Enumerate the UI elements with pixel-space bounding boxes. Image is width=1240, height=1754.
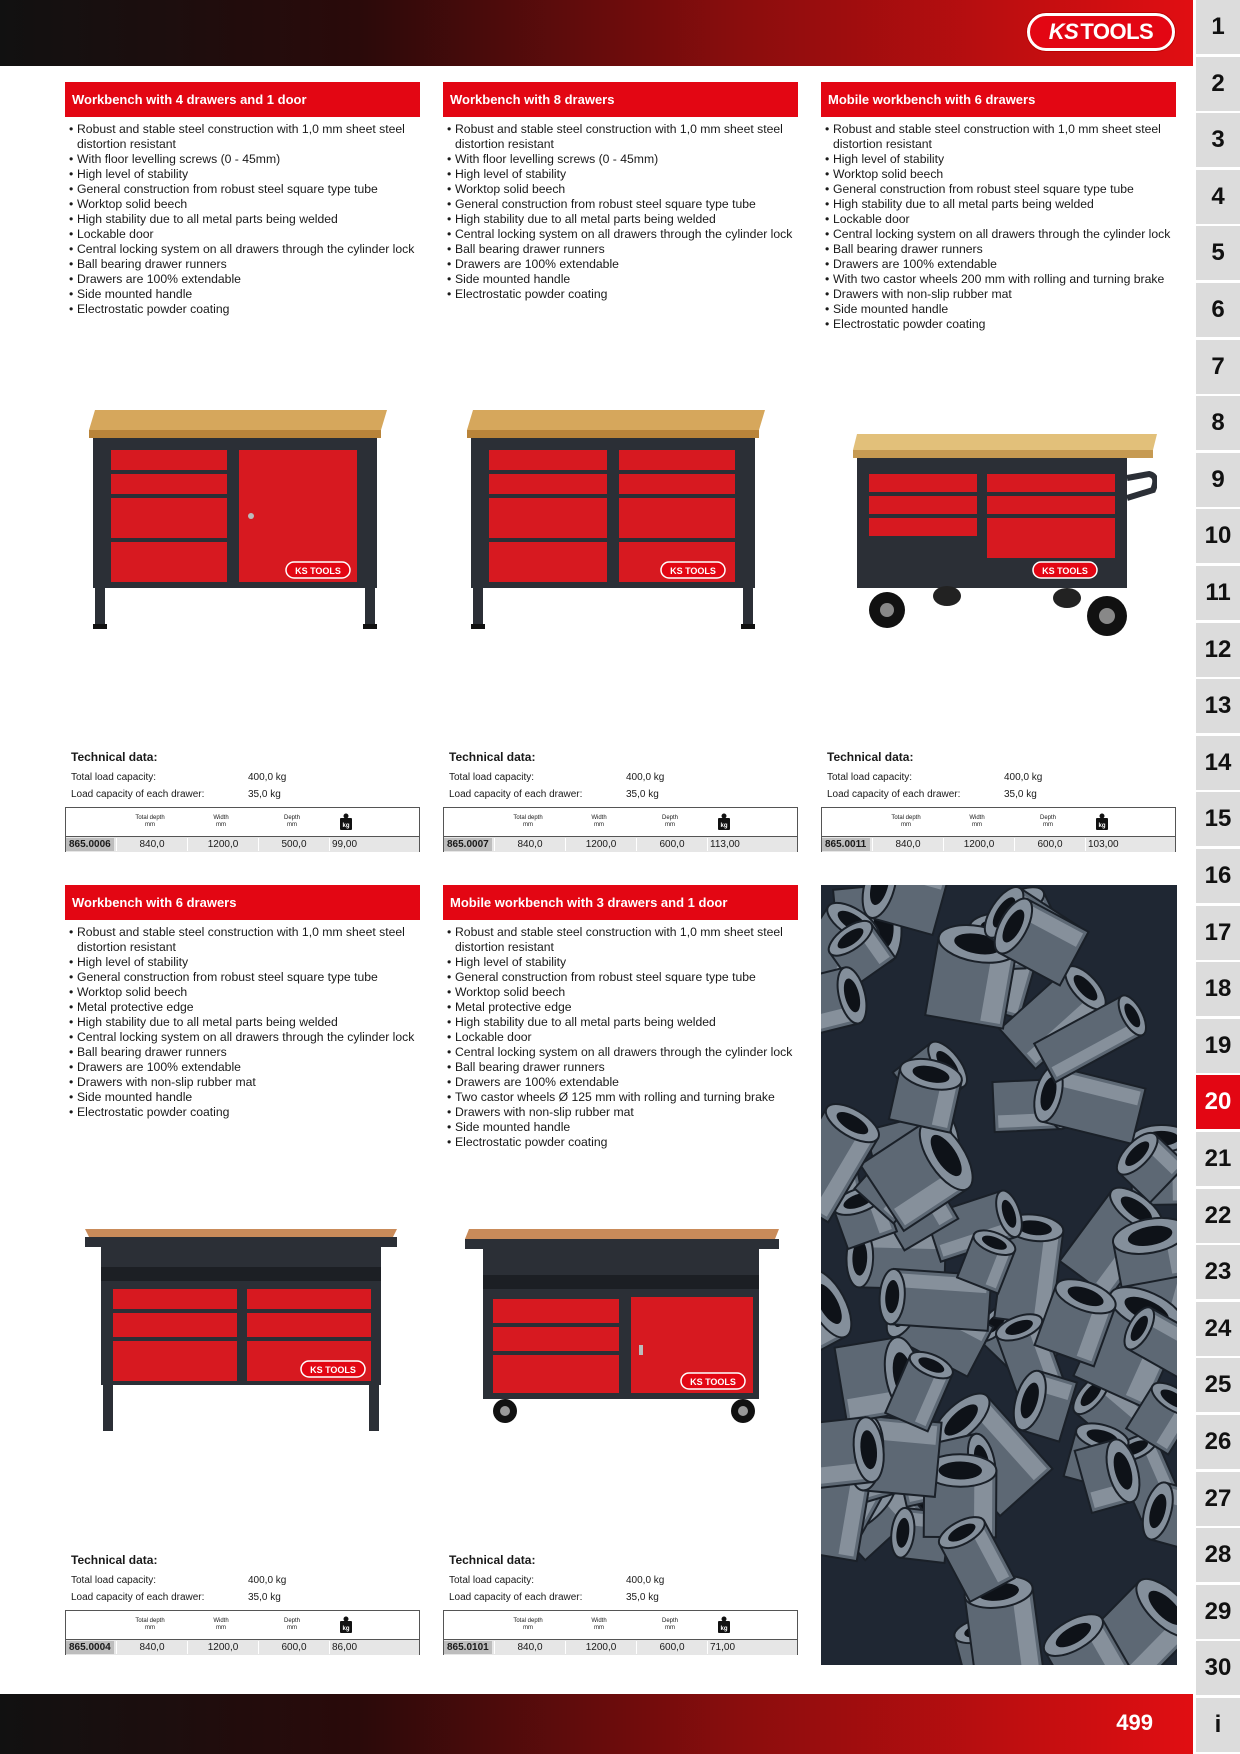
feature-item: • High level of stability [69, 955, 420, 970]
technical-data [449, 1553, 794, 1606]
chapter-tab-17[interactable]: 17 [1196, 906, 1240, 960]
table-row [66, 837, 419, 852]
chapter-tab-18[interactable]: 18 [1196, 962, 1240, 1016]
spec-table [65, 807, 420, 852]
total-depth-value: 840,0 [494, 838, 565, 851]
chapter-tab-9[interactable]: 9 [1196, 453, 1240, 507]
feature-item: • High level of stability [825, 152, 1176, 167]
feature-item: • Side mounted handle [69, 287, 420, 302]
feature-item: • Ball bearing drawer runners [69, 257, 420, 272]
feature-item: • Robust and stable steel construction with 1,0 mm sheet steel distortion resistant [825, 122, 1176, 152]
chapter-tabs [1196, 0, 1240, 1754]
feature-item: • General construction from robust steel square type tube [447, 970, 798, 985]
table-row [66, 1640, 419, 1655]
weight-icon [1095, 813, 1109, 831]
chapter-tab-6[interactable]: 6 [1196, 283, 1240, 337]
feature-item: • Drawers are 100% extendable [447, 1075, 798, 1090]
drawer-load-value: 35,0 kg [248, 789, 281, 800]
feature-item: • High level of stability [447, 955, 798, 970]
total-depth-value: 840,0 [116, 838, 187, 851]
weight-icon [339, 1616, 353, 1634]
feature-item: • Side mounted handle [447, 272, 798, 287]
chapter-tab-7[interactable]: 7 [1196, 340, 1240, 394]
feature-item: • General construction from robust steel square type tube [825, 182, 1176, 197]
table-row [822, 837, 1175, 852]
product-title: Workbench with 4 drawers and 1 door [65, 82, 420, 117]
workbench-image [459, 1205, 779, 1445]
feature-item: • High level of stability [447, 167, 798, 182]
feature-item: • High stability due to all metal parts being welded [69, 212, 420, 227]
chapter-tab-28[interactable]: 28 [1196, 1528, 1240, 1582]
feature-item: • Ball bearing drawer runners [69, 1045, 420, 1060]
feature-item: • Side mounted handle [825, 302, 1176, 317]
spec-table-header [66, 1611, 419, 1640]
product-title: Workbench with 6 drawers [65, 885, 420, 920]
product-card [65, 885, 420, 1671]
feature-item: • High stability due to all metal parts being welded [447, 212, 798, 227]
product-card [821, 82, 1176, 868]
chapter-tab-15[interactable]: 15 [1196, 792, 1240, 846]
table-row [444, 837, 797, 852]
technical-data-title: Technical data: [449, 1553, 536, 1567]
feature-item: • Central locking system on all drawers through the cylinder lock [69, 1030, 420, 1045]
feature-item: • General construction from robust steel square type tube [447, 197, 798, 212]
chapter-tab-5[interactable]: 5 [1196, 226, 1240, 280]
weight-icon [717, 813, 731, 831]
chapter-tab-25[interactable]: 25 [1196, 1358, 1240, 1412]
feature-item: • Drawers with non-slip rubber mat [69, 1075, 420, 1090]
header-total-depth: Total depth mm [135, 815, 165, 828]
weight-value: 113,00 [707, 838, 747, 851]
feature-item: • Side mounted handle [447, 1120, 798, 1135]
spec-table-header [444, 1611, 797, 1640]
feature-item: • Worktop solid beech [69, 197, 420, 212]
drawer-load-label: Load capacity of each drawer: [71, 789, 205, 800]
chapter-tab-16[interactable]: 16 [1196, 849, 1240, 903]
header-total-depth: Total depth mm [513, 1618, 543, 1631]
product-card [443, 885, 798, 1671]
feature-item: • High level of stability [69, 167, 420, 182]
workbench-image [81, 402, 401, 642]
feature-item: • General construction from robust steel square type tube [69, 970, 420, 985]
header-depth: Depth mm [283, 1618, 300, 1631]
svg-text:KS TOOLS: KS TOOLS [310, 1365, 356, 1375]
total-depth-value: 840,0 [872, 838, 943, 851]
depth-value: 600,0 [636, 1641, 707, 1654]
feature-item: • Ball bearing drawer runners [447, 242, 798, 257]
sockets-photo [821, 885, 1177, 1665]
chapter-tab-23[interactable]: 23 [1196, 1245, 1240, 1299]
drawer-load-value: 35,0 kg [626, 789, 659, 800]
technical-data-title: Technical data: [71, 1553, 158, 1567]
chapter-tab-26[interactable]: 26 [1196, 1415, 1240, 1469]
chapter-tab-19[interactable]: 19 [1196, 1019, 1240, 1073]
drawer-load-value: 35,0 kg [626, 1592, 659, 1603]
chapter-tab-2[interactable]: 2 [1196, 57, 1240, 111]
feature-list [65, 925, 420, 1120]
spec-table-header [444, 808, 797, 837]
header-width: Width mm [591, 1618, 607, 1631]
feature-item: • Electrostatic powder coating [447, 1135, 798, 1150]
header-width: Width mm [969, 815, 985, 828]
feature-item: • Central locking system on all drawers through the cylinder lock [69, 242, 420, 257]
weight-icon [717, 1616, 731, 1634]
width-value: 1200,0 [187, 838, 258, 851]
svg-text:KS TOOLS: KS TOOLS [295, 566, 341, 576]
weight-value: 86,00 [329, 1641, 369, 1654]
chapter-tab-10[interactable]: 10 [1196, 509, 1240, 563]
chapter-tab-12[interactable]: 12 [1196, 623, 1240, 677]
weight-value: 71,00 [707, 1641, 747, 1654]
svg-text:kg: kg [720, 1626, 728, 1632]
article-number[interactable]: 865.0011 [822, 838, 870, 851]
technical-data [449, 750, 794, 803]
feature-item: • With floor levelling screws (0 - 45mm) [447, 152, 798, 167]
chapter-tab-20[interactable]: 20 [1196, 1075, 1240, 1129]
technical-data [71, 750, 416, 803]
total-load-value: 400,0 kg [626, 1575, 665, 1586]
table-row [444, 1640, 797, 1655]
header-depth: Depth mm [661, 815, 678, 828]
feature-item: • Two castor wheels Ø 125 mm with rolling and turning brake [447, 1090, 798, 1105]
spec-table-header [822, 808, 1175, 837]
chapter-tab-24[interactable]: 24 [1196, 1302, 1240, 1356]
feature-item: • Robust and stable steel construction with 1,0 mm sheet steel distortion resistant [69, 925, 420, 955]
logo-tools: TOOLS [1080, 19, 1154, 44]
feature-item: • Electrostatic powder coating [447, 287, 798, 302]
footer-bar [0, 1694, 1193, 1754]
feature-item: • With two castor wheels 200 mm with rolling and turning brake [825, 272, 1176, 287]
logo-ks: KS [1048, 19, 1079, 44]
spec-table [443, 1610, 798, 1655]
ks-tools-logo [1027, 13, 1175, 51]
feature-item: • Drawers are 100% extendable [69, 272, 420, 287]
header-total-depth: Total depth mm [891, 815, 921, 828]
feature-item: • Electrostatic powder coating [69, 302, 420, 317]
workbench-image [81, 1205, 401, 1445]
feature-item: • Worktop solid beech [447, 182, 798, 197]
chapter-tab-14[interactable]: 14 [1196, 736, 1240, 790]
feature-item: • Lockable door [69, 227, 420, 242]
svg-text:KS TOOLS: KS TOOLS [1042, 566, 1088, 576]
total-load-label: Total load capacity: [449, 1575, 535, 1586]
depth-value: 600,0 [1014, 838, 1085, 851]
spec-table-header [66, 808, 419, 837]
feature-item: • Drawers are 100% extendable [447, 257, 798, 272]
chapter-tab-8[interactable]: 8 [1196, 396, 1240, 450]
total-load-label: Total load capacity: [71, 772, 157, 783]
feature-item: • Metal protective edge [447, 1000, 798, 1015]
feature-item: • Robust and stable steel construction with 1,0 mm sheet steel distortion resistant [447, 925, 798, 955]
feature-item: • High stability due to all metal parts being welded [447, 1015, 798, 1030]
feature-list [65, 122, 420, 317]
feature-item: • Ball bearing drawer runners [825, 242, 1176, 257]
product-title: Mobile workbench with 3 drawers and 1 door [443, 885, 798, 920]
feature-item: • Electrostatic powder coating [69, 1105, 420, 1120]
depth-value: 600,0 [258, 1641, 329, 1654]
chapter-tab-27[interactable]: 27 [1196, 1472, 1240, 1526]
total-load-value: 400,0 kg [248, 772, 287, 783]
weight-value: 103,00 [1085, 838, 1125, 851]
article-number[interactable]: 865.0004 [66, 1641, 114, 1654]
header-total-depth: Total depth mm [513, 815, 543, 828]
article-number[interactable]: 865.0006 [66, 838, 114, 851]
feature-list [821, 122, 1176, 332]
drawer-load-label: Load capacity of each drawer: [71, 1592, 205, 1603]
article-number[interactable]: 865.0007 [444, 838, 492, 851]
header-width: Width mm [213, 1618, 229, 1631]
total-load-value: 400,0 kg [248, 1575, 287, 1586]
total-load-label: Total load capacity: [449, 772, 535, 783]
product-title: Workbench with 8 drawers [443, 82, 798, 117]
total-depth-value: 840,0 [116, 1641, 187, 1654]
header-depth: Depth mm [661, 1618, 678, 1631]
width-value: 1200,0 [943, 838, 1014, 851]
feature-item: • Central locking system on all drawers through the cylinder lock [825, 227, 1176, 242]
weight-icon [339, 813, 353, 831]
drawer-load-value: 35,0 kg [248, 1592, 281, 1603]
header-width: Width mm [591, 815, 607, 828]
width-value: 1200,0 [565, 838, 636, 851]
chapter-tab-30[interactable]: 30 [1196, 1641, 1240, 1695]
total-load-value: 400,0 kg [1004, 772, 1043, 783]
svg-text:kg: kg [342, 1626, 350, 1632]
spec-table [443, 807, 798, 852]
feature-item: • General construction from robust steel square type tube [69, 182, 420, 197]
technical-data [827, 750, 1172, 803]
svg-text:KS TOOLS: KS TOOLS [670, 566, 716, 576]
chapter-tab-13[interactable]: 13 [1196, 679, 1240, 733]
spec-table [821, 807, 1176, 852]
spec-table [65, 1610, 420, 1655]
feature-item: • Metal protective edge [69, 1000, 420, 1015]
total-load-value: 400,0 kg [626, 772, 665, 783]
header-depth: Depth mm [283, 815, 300, 828]
total-load-label: Total load capacity: [71, 1575, 157, 1586]
svg-text:kg: kg [342, 823, 350, 829]
feature-item: • With floor levelling screws (0 - 45mm) [69, 152, 420, 167]
drawer-load-value: 35,0 kg [1004, 789, 1037, 800]
feature-item: • High stability due to all metal parts being welded [825, 197, 1176, 212]
width-value: 1200,0 [187, 1641, 258, 1654]
feature-item: • Drawers with non-slip rubber mat [447, 1105, 798, 1120]
chapter-tab-29[interactable]: 29 [1196, 1585, 1240, 1639]
feature-list [443, 122, 798, 302]
chapter-tab-11[interactable]: 11 [1196, 566, 1240, 620]
page-number: 499 [1116, 1710, 1153, 1735]
total-load-label: Total load capacity: [827, 772, 913, 783]
total-depth-value: 840,0 [494, 1641, 565, 1654]
chapter-tab-3[interactable]: 3 [1196, 113, 1240, 167]
feature-item: • Worktop solid beech [447, 985, 798, 1000]
header-total-depth: Total depth mm [135, 1618, 165, 1631]
sockets-image [821, 885, 1177, 1665]
chapter-tab-1[interactable]: 1 [1196, 0, 1240, 54]
feature-item: • Side mounted handle [69, 1090, 420, 1105]
width-value: 1200,0 [565, 1641, 636, 1654]
chapter-tab-21[interactable]: 21 [1196, 1132, 1240, 1186]
workbench-image [459, 402, 779, 642]
depth-value: 600,0 [636, 838, 707, 851]
product-title: Mobile workbench with 6 drawers [821, 82, 1176, 117]
feature-item: • High stability due to all metal parts being welded [69, 1015, 420, 1030]
feature-item: • Electrostatic powder coating [825, 317, 1176, 332]
weight-value: 99,00 [329, 838, 369, 851]
feature-item: • Worktop solid beech [825, 167, 1176, 182]
feature-item: • Lockable door [447, 1030, 798, 1045]
product-card [443, 82, 798, 868]
header-width: Width mm [213, 815, 229, 828]
technical-data-title: Technical data: [827, 750, 914, 764]
feature-item: • Robust and stable steel construction with 1,0 mm sheet steel distortion resistant [69, 122, 420, 152]
feature-item: • Worktop solid beech [69, 985, 420, 1000]
feature-item: • Lockable door [825, 212, 1176, 227]
header-depth: Depth mm [1039, 815, 1056, 828]
depth-value: 500,0 [258, 838, 329, 851]
drawer-load-label: Load capacity of each drawer: [827, 789, 961, 800]
feature-item: • Robust and stable steel construction with 1,0 mm sheet steel distortion resistant [447, 122, 798, 152]
svg-text:kg: kg [1098, 823, 1106, 829]
technical-data-title: Technical data: [449, 750, 536, 764]
chapter-tab-i[interactable]: i [1196, 1698, 1240, 1752]
article-number[interactable]: 865.0101 [444, 1641, 492, 1654]
feature-item: • Ball bearing drawer runners [447, 1060, 798, 1075]
feature-item: • Drawers are 100% extendable [69, 1060, 420, 1075]
feature-item: • Central locking system on all drawers through the cylinder lock [447, 227, 798, 242]
feature-item: • Drawers are 100% extendable [825, 257, 1176, 272]
feature-item: • Central locking system on all drawers through the cylinder lock [447, 1045, 798, 1060]
svg-text:KS TOOLS: KS TOOLS [690, 1377, 736, 1387]
product-card [65, 82, 420, 868]
technical-data-title: Technical data: [71, 750, 158, 764]
chapter-tab-4[interactable]: 4 [1196, 170, 1240, 224]
feature-item: • Drawers with non-slip rubber mat [825, 287, 1176, 302]
feature-list [443, 925, 798, 1150]
workbench-image [837, 402, 1157, 642]
drawer-load-label: Load capacity of each drawer: [449, 789, 583, 800]
drawer-load-label: Load capacity of each drawer: [449, 1592, 583, 1603]
chapter-tab-22[interactable]: 22 [1196, 1189, 1240, 1243]
technical-data [71, 1553, 416, 1606]
svg-text:kg: kg [720, 823, 728, 829]
header-bar [0, 0, 1193, 66]
